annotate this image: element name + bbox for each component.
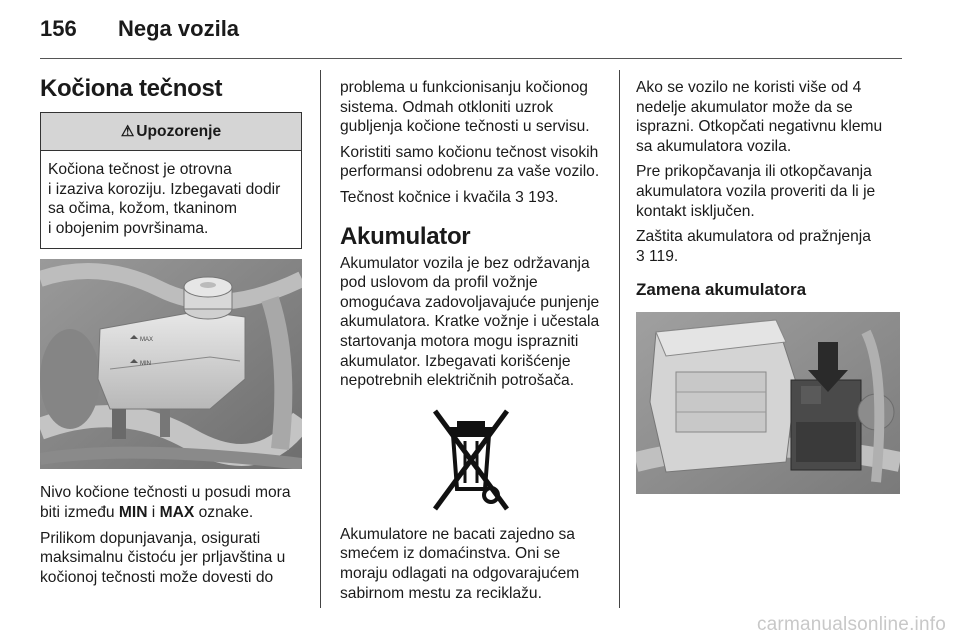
fluid-level-paragraph: Nivo kočione tečnosti u posudi mora biti između MIN i MAX oznake. [40, 484, 291, 521]
header-rule [40, 58, 902, 59]
page-reference-arrow-icon: 3 [515, 188, 524, 206]
page-header [40, 16, 239, 42]
section-title-brake-fluid: Kočiona tečnost [40, 75, 223, 102]
column-3 [636, 78, 902, 494]
watermark: carmanualsonline.info [756, 614, 946, 635]
min-label: MIN [118, 503, 148, 521]
column-divider-2 [619, 70, 620, 608]
column-1 [40, 66, 302, 593]
warning-box [40, 112, 302, 249]
refill-paragraph: Prilikom dopunjavanja, osigurati maksimalnu čistoću jer prljavština u kočionoj tečnosti može dovesti do [40, 529, 286, 586]
warning-triangle-icon: ⚠ [120, 123, 135, 140]
warning-line: Kočiona tečnost je otrovna [48, 161, 232, 178]
warning-line: i izaziva koroziju. Izbegavati dodir [48, 180, 281, 198]
discharge-protection-reference: Zaštita akumulatora od pražnjenja 3 119. [636, 228, 871, 265]
brake-fluid-reservoir-photo [40, 259, 302, 469]
warning-text [41, 151, 301, 248]
battery-compartment-photo [636, 312, 900, 494]
brake-fluid-spec-paragraph: Koristiti samo kočionu tečnost visokih performansi odobrenu za vaše vozilo. [340, 143, 600, 181]
column-2 [340, 78, 602, 609]
brake-fluid-reference: Tečnost kočnice i kvačila 3 193. [340, 188, 559, 206]
min-mark-label: MIN [140, 361, 151, 368]
warning-title: Upozorenje [136, 123, 222, 140]
warning-line: i obojenim površinama. [48, 219, 209, 237]
ignition-paragraph: Pre prikopčavanja ili otkopčavanja akumulatora vozila proveriti da li je kontakt isključen. [636, 163, 876, 220]
battery-paragraph: Akumulator vozila je bez održavanja pod uslovom da profil vožnje omogućava zadovoljavajuće punjenje akumulatora. Kratke vožnje i učestala startovanja motora mogu isprazniti akumulator. Izbegavati korišćenje nepotrebnih električnih potrošača. [340, 254, 600, 390]
recycling-paragraph: Akumulatore ne bacati zajedno sa smećem iz domaćinstva. Oni se moraju odlagati na odgovarajućem sabirnom mestu za reciklažu. [340, 525, 580, 602]
chapter-title: Nega vozila [118, 16, 240, 41]
warning-header [41, 113, 301, 151]
subsection-title-battery-replacement: Zamena akumulatora [636, 280, 807, 300]
max-mark-label: MAX [140, 337, 154, 344]
page-number: 156 [40, 16, 77, 41]
section-title-battery: Akumulator [340, 222, 471, 250]
disconnect-paragraph: Ako se vozilo ne koristi više od 4 nedelje akumulator može da se isprazni. Otkopčati negativnu klemu sa akumulatora vozila. [636, 79, 883, 155]
column-divider-1 [320, 70, 321, 608]
max-label: MAX [159, 503, 195, 521]
warning-line: sa očima, kožom, tkaninom [48, 200, 237, 218]
page-reference-arrow-icon: 3 [636, 247, 645, 265]
brake-problem-paragraph: problema u funkcionisanju kočionog sistema. Odmah otkloniti uzrok gubljenja kočione tečnosti u servisu. [340, 79, 590, 136]
crossed-out-wheeled-bin-icon [340, 409, 602, 513]
